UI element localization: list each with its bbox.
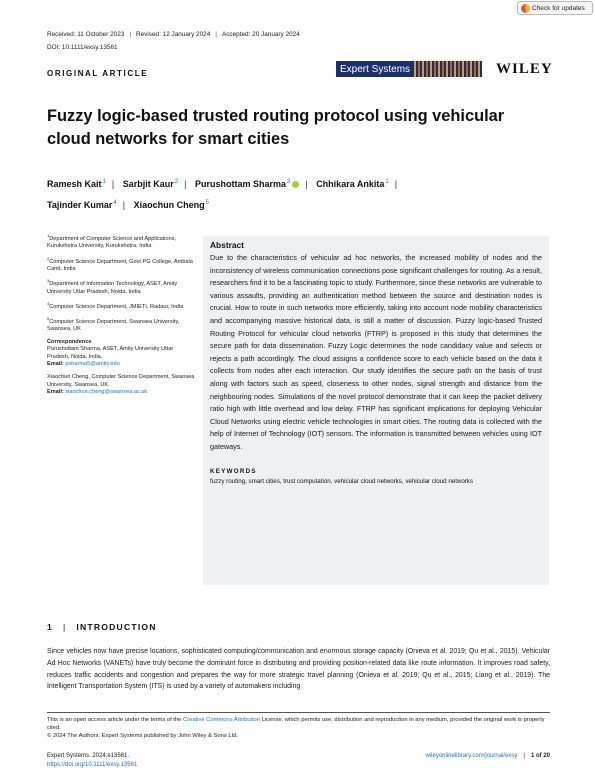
abstract-box	[203, 236, 549, 585]
email-link[interactable]: psharma5@amity.edu	[65, 361, 120, 368]
page-footer: Expert Systems. 2024;e13561. https://doi.org/10.1111/exsy.13561 wileyonlinelibrary.com/journal/exsy | 1 of 20	[47, 753, 550, 768]
journal-name: Expert Systems	[340, 63, 411, 75]
publisher-logo: WILEY	[496, 61, 553, 77]
received-date: Received: 11 October 2023	[47, 31, 125, 38]
citation: Expert Systems. 2024;e13561.	[47, 753, 130, 759]
author[interactable]: Ramesh Kait$^1$	[47, 179, 106, 189]
check-updates-label: Check for updates	[532, 4, 585, 12]
email-link[interactable]: xiaochun.cheng@swansea.ac.uk	[65, 389, 148, 396]
correspondence-entry: Purushottam Sharma, ASET, Amity University Uttar Pradesh, Noida, India. Email: psharma5@amity.edu	[47, 346, 174, 368]
correspondence-heading: Correspondence	[47, 338, 92, 345]
journal-site-link[interactable]: wileyonlinelibrary.com/journal/exsy	[425, 753, 518, 759]
orcid-icon[interactable]	[292, 181, 299, 188]
copyright: © 2024 The Authors. Expert Systems published by John Wiley & Sons Ltd.	[47, 733, 239, 740]
author[interactable]: Purushottam Sharma$^3$	[195, 179, 299, 189]
doi: DOI: 10.1111/exsy.13561	[47, 44, 118, 51]
affiliation: $^1$Department of Computer Science and Applications, Kurukshetra University, Kurukshetra, India	[47, 233, 177, 250]
license-footnote: This is an open access article under the terms of the Creative Commons Attribution License, which permits use, distribution and reproduction in any medium, provided the original work is properly cited. © 2024 The Authors. Expert Systems published by John Wiley & Sons Ltd.	[47, 712, 550, 741]
affiliation: $^5$Computer Science Department, Swansea University, Swansea, UK	[47, 315, 180, 333]
paper-title: Fuzzy logic-based trusted routing protocol using vehicular cloud networks for smart cities	[47, 107, 505, 148]
affiliation: $^3$Department of Information Technology, ASET, Amity University Uttar Pradesh, Noida, India	[47, 278, 178, 295]
keywords-text: fuzzy routing, smart cities, trust computation, vehicular cloud networks, vehicular cloud networks	[210, 477, 474, 485]
crossmark-icon	[521, 4, 530, 13]
journal-logo	[336, 61, 482, 77]
abstract-text: Due to the characteristics of vehicular ad hoc networks, the increased mobility of nodes and the inconsistency of wireless communication connections pose significant challenges for routing. As a result, researchers find it to be a fascinating topic to study. Furthermore, since these networks are vulnerable to various assaults, providing an authentication method between the source and destination nodes is crucial. How to route in such networks more efficiently, taking into account node mobility characteristics and accompanying massive historical data, is still a matter of discussion. Fuzzy logic-based Trusted Routing Protocol for vehicular cloud networks (FTRP) is proposed in this study that determines the secure path for data dissemination. Fuzzy Logic determines the node candidacy value and selects or rejects a path accordingly. The cloud assigns a confidence score to each vehicle based on the data it collects from nodes after each interaction. Our study identifies the secure path on the basis of trust along with factors such as speed, closeness to other nodes, signal strength and distance from the neighbouring nodes. Simulations of the novel protocol demonstrate that it can keep the packet delivery ratio high with little overhead and low delay. FTRP has significant implications for deploying Vehicular Cloud Networks using electric vehicle technologies in smart cities. The routing data is collected with the help of Internet of Technology (IOT) sensors. The information is transmitted between vehicles using IOT gateways.	[210, 253, 542, 451]
author-list: Ramesh Kait$^1$ | Sarbjit Kaur$^2$ | Purushottam Sharma$^3$ | Chhikara Ankita$^1$ | Tajinder Kumar$^4$ | Xiaochun Cheng$^5$	[47, 179, 398, 210]
introduction-text: Since vehicles now have precise locations, sophisticated computing/communication and enormous storage capacity (Onieva et al. 2019; Qu et al., 2015). Vehicular Ad Hoc Networks (VANETs) have truly become the dominant force in distributing and providing position-related data like route information. It improves road safety, reduces traffic accidents and congestion and prepares the way for more strategic travel planning (Onieva et al. 2019; Qu et al., 2015; Liang et al., 2019). The Intelligent Transportation System (ITS) is used by a variety of automakers including	[47, 648, 550, 691]
keywords-heading: KEYWORDS	[210, 467, 257, 475]
author[interactable]: Sarbjit Kaur$^2$	[122, 179, 179, 189]
affiliations-column	[47, 232, 197, 402]
revised-date: Revised: 12 January 2024	[136, 31, 211, 38]
author[interactable]: Chhikara Ankita$^1$	[316, 179, 389, 189]
affiliation: $^2$Computer Science Department, Govt PG College, Ambala Cantt, India	[47, 255, 193, 272]
article-dates: Received: 11 October 2023 | Revised: 12 January 2024 | Accepted: 20 January 2024	[47, 31, 300, 38]
section-number: 1	[47, 622, 53, 632]
article-type: ORIGINAL ARTICLE	[47, 69, 149, 78]
author[interactable]: Tajinder Kumar$^4$	[47, 200, 117, 210]
author[interactable]: Xiaochun Cheng$^5$	[133, 200, 209, 210]
license-link[interactable]: Creative Commons Attribution	[182, 717, 260, 723]
section-heading: 1 | INTRODUCTION	[47, 622, 157, 632]
accepted-date: Accepted: 20 January 2024	[221, 31, 300, 38]
abstract-heading: Abstract	[210, 240, 244, 250]
correspondence-entry: Xiaochun Cheng, Computer Science Department, Swansea University, Swansea, UK. Email: xiaochun.cheng@swansea.ac.uk	[47, 374, 195, 396]
page-number: 1 of 20	[530, 753, 550, 759]
doi-link[interactable]: https://doi.org/10.1111/exsy.13561	[47, 762, 138, 768]
affiliation: $^4$Computer Science Department, JMIETI, Radaur, India	[47, 300, 184, 310]
section-title: INTRODUCTION	[76, 622, 157, 632]
check-for-updates-button[interactable]	[517, 1, 593, 15]
